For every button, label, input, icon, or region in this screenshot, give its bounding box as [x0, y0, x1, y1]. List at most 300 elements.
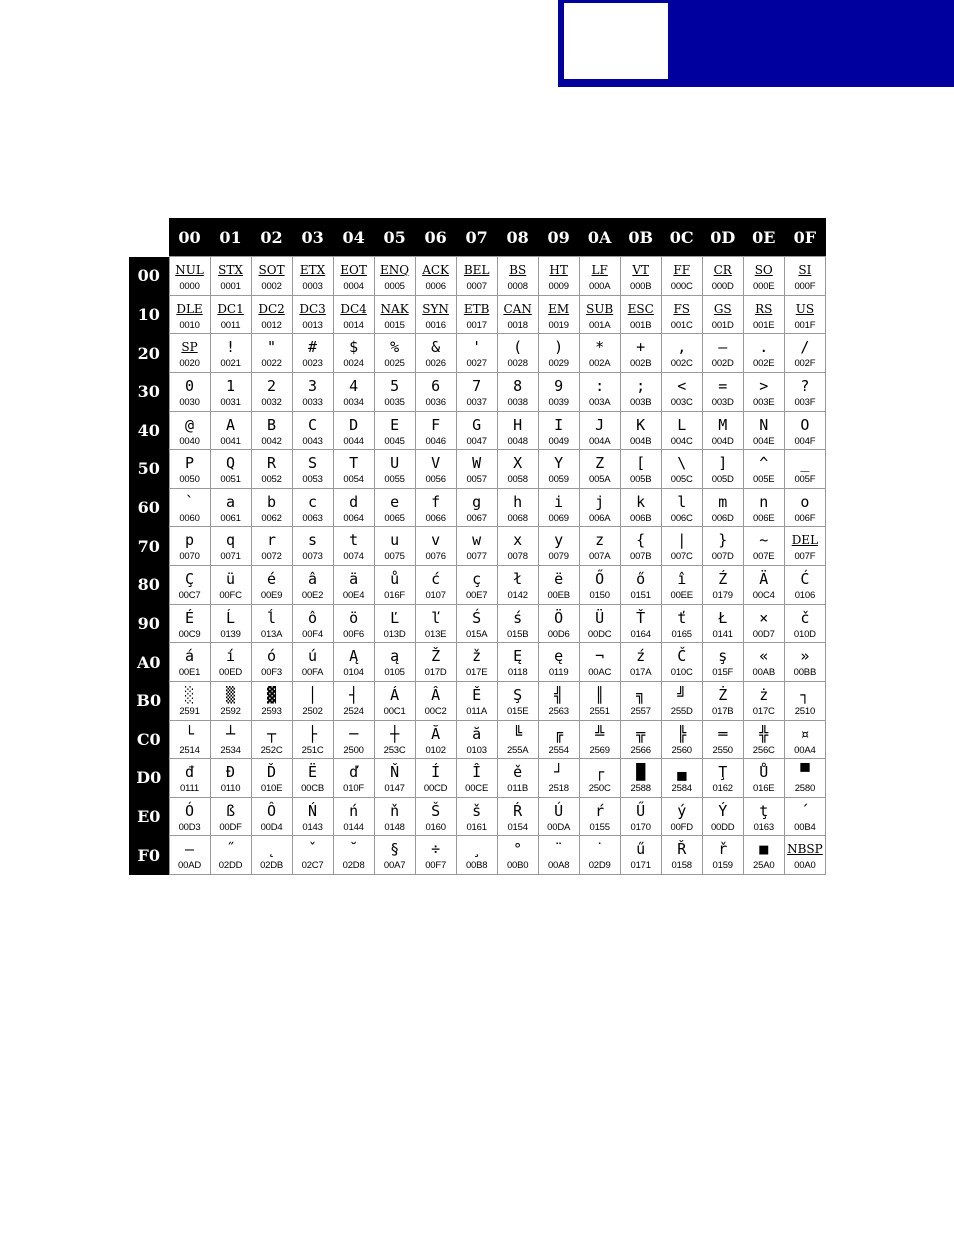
unicode-code: 003F: [794, 396, 816, 408]
char-glyph: ž: [472, 647, 482, 666]
unicode-code: 000A: [588, 281, 611, 292]
char-glyph: r: [267, 531, 277, 550]
char-glyph: Č: [677, 647, 687, 666]
char-glyph: LF: [591, 263, 608, 277]
column-header: 09: [547, 227, 570, 247]
char-glyph: Ĺ: [226, 608, 236, 627]
char-cell: [210, 681, 251, 720]
char-glyph: ý: [677, 801, 687, 820]
char-cell: [743, 836, 784, 875]
char-cell: [169, 334, 210, 373]
unicode-code: 00E7: [465, 590, 488, 601]
char-glyph: SO: [754, 263, 773, 277]
char-cell: [374, 720, 415, 759]
char-glyph: Ç: [185, 570, 195, 588]
char-cell: [784, 643, 825, 682]
unicode-code: 0018: [507, 319, 528, 331]
unicode-code: 0066: [425, 512, 446, 524]
char-cell: [620, 295, 661, 334]
unicode-code: 0142: [507, 590, 528, 601]
char-glyph: q: [226, 531, 236, 550]
char-cell: [292, 604, 333, 643]
char-glyph: ˝: [226, 840, 236, 859]
char-glyph: Ł: [718, 608, 728, 627]
char-cell: [374, 488, 415, 527]
char-cell: [702, 720, 743, 759]
unicode-code: 0025: [384, 358, 405, 370]
column-header: 01: [219, 227, 242, 247]
unicode-code: 0049: [548, 435, 569, 447]
unicode-code: 0045: [384, 435, 405, 447]
unicode-code: 0107: [425, 590, 446, 601]
char-cell: [456, 488, 497, 527]
char-glyph: DC1: [217, 301, 244, 316]
char-glyph: Í: [431, 763, 441, 782]
unicode-code: 0003: [302, 281, 323, 292]
unicode-code: 0031: [220, 396, 241, 408]
unicode-code: 005C: [670, 474, 693, 486]
char-glyph: Ô: [267, 801, 277, 820]
char-glyph: T: [349, 454, 359, 473]
char-glyph: Â: [431, 685, 441, 704]
char-glyph: H: [513, 415, 523, 434]
char-cell: [210, 720, 251, 759]
char-glyph: GS: [713, 301, 732, 316]
char-glyph: _: [800, 454, 810, 473]
char-glyph: Ś: [472, 608, 482, 627]
unicode-code: 0009: [548, 281, 569, 292]
char-cell: [538, 759, 579, 798]
unicode-code: 00FD: [670, 821, 693, 833]
char-glyph: !: [226, 338, 236, 357]
char-glyph: t: [349, 531, 359, 550]
char-glyph: ô: [308, 608, 318, 627]
char-cell: [169, 720, 210, 759]
char-cell: [456, 257, 497, 296]
char-cell: [620, 797, 661, 836]
char-glyph: ˙: [595, 840, 605, 859]
unicode-code: 0139: [220, 628, 241, 640]
char-cell: [579, 334, 620, 373]
unicode-code: 0030: [179, 396, 200, 408]
row-header: 60: [137, 498, 160, 518]
char-glyph: S: [308, 454, 318, 473]
char-glyph: *: [595, 338, 605, 357]
char-cell: [251, 295, 292, 334]
char-glyph: Ő: [595, 570, 605, 588]
unicode-code: 0141: [712, 628, 733, 640]
char-cell: [333, 643, 374, 682]
char-glyph: NBSP: [787, 842, 823, 857]
char-cell: [743, 295, 784, 334]
char-cell: [169, 681, 210, 720]
unicode-code: 010F: [343, 783, 365, 795]
table-row: [129, 836, 826, 875]
unicode-code: 00D4: [260, 821, 283, 833]
column-header: 0E: [752, 227, 776, 247]
unicode-code: 0073: [302, 551, 323, 563]
unicode-code: 0076: [425, 551, 446, 563]
char-glyph: ă: [472, 724, 482, 743]
unicode-code: 015A: [465, 628, 488, 640]
char-cell: [292, 797, 333, 836]
char-cell: [579, 372, 620, 411]
unicode-code: 0079: [548, 551, 569, 563]
char-glyph: Ń: [308, 801, 318, 820]
char-glyph: ť: [677, 608, 687, 627]
char-cell: [169, 411, 210, 450]
char-cell: [620, 527, 661, 566]
corner-cell: [129, 218, 169, 257]
char-glyph: ě: [513, 763, 523, 782]
unicode-code: 007A: [588, 551, 611, 563]
unicode-code: 0061: [220, 512, 241, 524]
unicode-code: 0026: [425, 358, 446, 370]
unicode-code: 00F4: [302, 628, 323, 640]
unicode-code: 00E4: [342, 590, 365, 601]
char-cell: [620, 836, 661, 875]
unicode-code: 0155: [589, 821, 610, 833]
char-glyph: k: [636, 492, 646, 511]
unicode-code: 007E: [753, 551, 775, 563]
char-glyph: ▓: [267, 685, 277, 704]
char-cell: [784, 566, 825, 605]
unicode-code: 005A: [588, 474, 611, 486]
unicode-code: 0035: [384, 396, 405, 408]
char-cell: [620, 488, 661, 527]
char-cell: [784, 488, 825, 527]
char-glyph: Ľ: [390, 608, 400, 627]
unicode-code: 0010: [179, 319, 200, 331]
table-row: [129, 411, 826, 450]
char-cell: [620, 604, 661, 643]
char-glyph: ACK: [422, 263, 450, 277]
char-cell: [333, 257, 374, 296]
char-cell: [497, 334, 538, 373]
char-glyph: ů: [390, 570, 400, 588]
char-cell: [374, 797, 415, 836]
char-glyph: {: [636, 531, 646, 550]
char-glyph: Ů: [759, 763, 769, 782]
unicode-code: 017C: [752, 705, 775, 717]
char-cell: [702, 759, 743, 798]
unicode-code: 0165: [671, 628, 692, 640]
char-cell: [456, 681, 497, 720]
unicode-code: 0063: [302, 512, 323, 524]
char-glyph: ü: [226, 570, 236, 588]
unicode-code: 2563: [548, 705, 569, 717]
unicode-code: 00A7: [383, 860, 406, 872]
char-cell: [169, 257, 210, 296]
table-row: [129, 759, 826, 798]
char-cell: [620, 450, 661, 489]
unicode-code: 00B8: [465, 860, 488, 872]
column-header: 06: [424, 227, 447, 247]
char-cell: [292, 643, 333, 682]
char-glyph: ľ: [431, 608, 441, 627]
char-glyph: └: [185, 724, 195, 743]
unicode-code: 015F: [712, 667, 734, 679]
char-glyph: CAN: [503, 301, 532, 316]
char-cell: [661, 836, 702, 875]
char-cell: [456, 836, 497, 875]
char-cell: [292, 411, 333, 450]
unicode-code: 0163: [753, 821, 774, 833]
char-glyph: Š: [431, 801, 441, 820]
column-header: 00: [178, 227, 201, 247]
char-glyph: FF: [673, 263, 691, 277]
unicode-code: 0036: [425, 396, 446, 408]
column-header: 0F: [793, 227, 817, 247]
char-cell: [415, 488, 456, 527]
char-cell: [497, 372, 538, 411]
char-glyph: EM: [548, 301, 570, 316]
unicode-code: 0011: [220, 319, 241, 331]
unicode-code: 2593: [261, 705, 282, 717]
unicode-code: 00E9: [260, 590, 283, 601]
banner-white-box: [564, 3, 668, 79]
char-cell: [333, 604, 374, 643]
char-glyph: b: [267, 492, 277, 511]
unicode-code: 00AC: [588, 667, 612, 679]
char-cell: [743, 488, 784, 527]
unicode-code: 2588: [630, 783, 651, 795]
char-glyph: Ě: [472, 685, 482, 704]
unicode-code: 0008: [507, 281, 528, 292]
unicode-code: 000B: [630, 281, 652, 292]
char-glyph: ą: [390, 647, 400, 666]
char-glyph: R: [267, 454, 277, 473]
char-glyph: ź: [636, 647, 646, 666]
char-glyph: ": [267, 338, 277, 357]
char-cell: [374, 681, 415, 720]
table-row: [129, 643, 826, 682]
char-cell: [784, 257, 825, 296]
unicode-code: 000D: [711, 281, 734, 292]
char-cell: [538, 797, 579, 836]
char-cell: [661, 411, 702, 450]
unicode-code: 001B: [630, 319, 652, 331]
unicode-code: 0000: [179, 281, 200, 292]
char-cell: [497, 488, 538, 527]
unicode-code: 0170: [630, 821, 651, 833]
unicode-code: 000C: [670, 281, 693, 292]
char-glyph: ║: [595, 685, 605, 704]
unicode-code: 00A8: [547, 860, 570, 872]
unicode-code: 0103: [466, 744, 487, 756]
char-cell: [743, 334, 784, 373]
unicode-code: 0147: [384, 783, 405, 795]
char-cell: [497, 450, 538, 489]
char-glyph: EOT: [340, 263, 367, 277]
unicode-code: 2500: [343, 744, 364, 756]
char-cell: [415, 720, 456, 759]
unicode-code: 0102: [425, 744, 446, 756]
char-glyph: │: [308, 685, 318, 704]
char-cell: [251, 643, 292, 682]
char-cell: [702, 450, 743, 489]
unicode-code: 02DB: [260, 860, 284, 872]
char-glyph: #: [308, 338, 318, 357]
unicode-code: 0034: [343, 396, 364, 408]
unicode-code: 256C: [752, 744, 775, 756]
char-glyph: STX: [218, 263, 243, 277]
unicode-code: 0054: [343, 474, 364, 486]
row-header: F0: [137, 845, 160, 865]
unicode-code: 0119: [548, 667, 569, 679]
char-cell: [333, 759, 374, 798]
char-cell: [702, 411, 743, 450]
unicode-code: 003A: [588, 396, 611, 408]
unicode-code: 0160: [425, 821, 446, 833]
char-glyph: Ř: [677, 840, 687, 859]
char-cell: [702, 643, 743, 682]
char-cell: [784, 604, 825, 643]
unicode-code: 00D6: [547, 628, 570, 640]
char-cell: [497, 295, 538, 334]
unicode-code: 2560: [671, 744, 692, 756]
unicode-code: 00EE: [670, 590, 693, 601]
char-cell: [743, 411, 784, 450]
column-header: 0B: [628, 227, 654, 247]
unicode-code: 02D9: [588, 860, 611, 872]
char-glyph: –: [185, 840, 195, 859]
char-cell: [702, 488, 743, 527]
char-cell: [169, 527, 210, 566]
char-glyph: N: [759, 415, 769, 434]
char-cell: [292, 334, 333, 373]
char-cell: [497, 836, 538, 875]
char-cell: [661, 720, 702, 759]
char-glyph: u: [390, 531, 400, 550]
char-cell: [210, 411, 251, 450]
char-glyph: =: [718, 376, 728, 395]
char-glyph: ╝: [677, 685, 687, 704]
char-glyph: U: [390, 454, 400, 473]
unicode-code: 00B0: [506, 860, 529, 872]
char-cell: [661, 450, 702, 489]
char-cell: [210, 797, 251, 836]
unicode-code: 00A4: [794, 744, 816, 756]
unicode-code: 0040: [179, 435, 200, 447]
char-glyph: D: [349, 415, 359, 434]
char-cell: [702, 566, 743, 605]
char-glyph: –: [718, 338, 728, 357]
unicode-code: 00ED: [219, 667, 243, 679]
unicode-code: 00BB: [793, 667, 817, 679]
char-cell: [374, 759, 415, 798]
char-cell: [661, 372, 702, 411]
unicode-code: 007F: [794, 551, 816, 563]
char-cell: [743, 372, 784, 411]
char-cell: [210, 372, 251, 411]
char-cell: [456, 720, 497, 759]
char-cell: [333, 681, 374, 720]
char-glyph: Ż: [718, 685, 728, 704]
char-cell: [333, 450, 374, 489]
unicode-code: 0071: [220, 551, 241, 563]
unicode-code: 0001: [220, 281, 241, 292]
unicode-code: 00C9: [178, 628, 201, 640]
row-header: E0: [137, 807, 161, 827]
unicode-code: 0032: [261, 396, 282, 408]
char-cell: [169, 450, 210, 489]
unicode-code: 000F: [794, 281, 816, 292]
char-cell: [169, 836, 210, 875]
row-header: 20: [137, 343, 160, 363]
char-glyph: A: [226, 415, 236, 434]
unicode-code: 015E: [506, 705, 529, 717]
column-header: 04: [342, 227, 365, 247]
unicode-code: 001C: [670, 319, 693, 331]
char-cell: [743, 257, 784, 296]
unicode-code: 007D: [711, 551, 734, 563]
char-cell: [251, 604, 292, 643]
char-cell: [743, 604, 784, 643]
column-header: 02: [260, 227, 283, 247]
unicode-code: 0164: [630, 628, 651, 640]
char-cell: [292, 566, 333, 605]
char-glyph: W: [472, 454, 482, 473]
char-glyph: P: [185, 454, 195, 473]
char-cell: [456, 295, 497, 334]
row-header: 50: [137, 459, 160, 479]
unicode-code: 0022: [261, 358, 282, 370]
char-glyph: ę: [554, 647, 564, 666]
char-glyph: Ť: [636, 608, 646, 627]
char-glyph: ŕ: [595, 801, 605, 820]
char-cell: [784, 450, 825, 489]
unicode-code: 253C: [383, 744, 406, 756]
char-cell: [497, 527, 538, 566]
table-row: [129, 604, 826, 643]
char-cell: [784, 295, 825, 334]
char-cell: [169, 566, 210, 605]
char-glyph: Ű: [636, 801, 646, 820]
char-cell: [743, 643, 784, 682]
unicode-code: 0002: [261, 281, 282, 292]
unicode-code: 0161: [466, 821, 487, 833]
unicode-code: 00DD: [710, 821, 735, 833]
char-glyph: SOT: [258, 263, 285, 277]
char-glyph: Ă: [431, 724, 441, 743]
char-cell: [374, 527, 415, 566]
unicode-code: 002A: [588, 358, 611, 370]
char-cell: [743, 720, 784, 759]
char-glyph: ': [472, 338, 482, 357]
char-cell: [702, 681, 743, 720]
char-glyph: M: [718, 415, 728, 434]
row-header: C0: [136, 729, 161, 749]
unicode-code: 006E: [753, 512, 775, 524]
row-header: 40: [137, 420, 160, 440]
unicode-code: 0052: [261, 474, 282, 486]
unicode-code: 252C: [260, 744, 283, 756]
unicode-code: 011B: [507, 783, 528, 795]
char-glyph: BS: [509, 263, 527, 277]
char-cell: [784, 411, 825, 450]
char-cell: [333, 488, 374, 527]
char-glyph: ^: [759, 454, 769, 473]
char-cell: [415, 797, 456, 836]
char-glyph: ┤: [349, 685, 359, 704]
char-glyph: c: [308, 492, 318, 511]
unicode-code: 00CD: [423, 783, 448, 795]
char-cell: [251, 334, 292, 373]
unicode-code: 2566: [630, 744, 651, 756]
char-glyph: ´: [800, 801, 810, 820]
char-glyph: ż: [759, 685, 769, 704]
